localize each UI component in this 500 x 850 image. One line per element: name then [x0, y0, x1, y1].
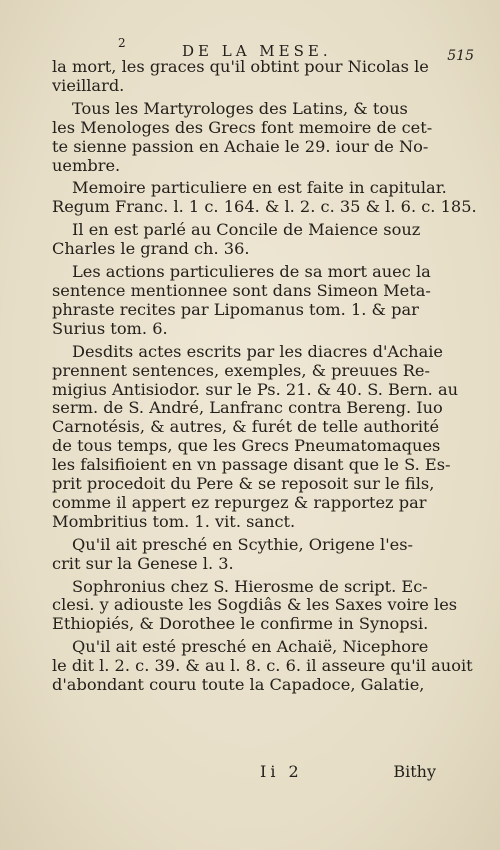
text-line: les falsifioient en vn passage disant que le S. Es- [52, 455, 451, 475]
text-line: te sienne passion en Achaie le 29. iour de No- [52, 136, 429, 156]
text-line: Les actions particulieres de sa mort auec la [72, 262, 431, 282]
text-line: prit procedoit du Pere & se reposoit sur le fils, [52, 474, 435, 494]
paragraph [52, 637, 473, 695]
text-line: Memoire particuliere en est faite in capitular. [72, 178, 447, 198]
header-mark: 2 [118, 36, 126, 50]
text-line: comme il appert ez repurgez & rapportez par [52, 492, 427, 512]
paragraph [52, 221, 424, 259]
signature-mark: Ii 2 [260, 762, 303, 781]
page-body [52, 57, 477, 695]
text-line: vieillard. [52, 75, 125, 95]
text-line: uembre. [52, 155, 121, 175]
paragraph [52, 178, 477, 217]
text-line: de tous temps, que les Grecs Pneumatomaques [52, 436, 441, 456]
paragraph [52, 341, 459, 532]
text-line: Desdits actes escrits par les diacres d'Achaie [72, 341, 443, 361]
text-line: Qu'il ait esté presché en Achaië, Nicephore [72, 637, 429, 657]
text-line: serm. de S. André, Lanfranc contra Bereng. Iuo [52, 398, 443, 418]
running-title: DE LA MESE. [182, 42, 332, 60]
paragraph [52, 536, 424, 574]
text-line: d'abondant couru toute la Capadoce, Galatie, [52, 675, 425, 695]
text-line: la mort, les graces qu'il obtint pour Nicolas le [52, 57, 429, 76]
text-line: Ethiopiés, & Dorothee le confirme in Synopsi. [52, 614, 429, 634]
text-line: les Menologes des Grecs font memoire de cet- [52, 117, 433, 137]
text-line: migius Antisiodor. sur le Ps. 21. & 40. S. Bern. au [52, 379, 459, 399]
page-footer [52, 762, 436, 784]
text-line: le dit l. 2. c. 39. & au l. 8. c. 6. il asseure qu'il auoit [52, 656, 473, 676]
page-number: 515 [447, 48, 474, 64]
paragraph [52, 98, 433, 176]
text-line: clesi. y adiouste les Sogdiâs & les Saxes voire les [52, 595, 458, 615]
text-line: Tous les Martyrologes des Latins, & tous [72, 98, 408, 118]
paragraph [52, 57, 429, 96]
text-line: prennent sentences, exemples, & preuues Re- [52, 360, 430, 380]
paragraph [52, 576, 458, 635]
text-line: Charles le grand ch. 36. [52, 239, 250, 259]
catchword: Bithy [393, 762, 436, 781]
text-line: Regum Franc. l. 1 c. 164. & l. 2. c. 35 & l. 6. c. 185. [52, 197, 477, 217]
paragraph [52, 262, 431, 339]
text-line: crit sur la Genese l. 3. [52, 553, 234, 573]
text-line: Mombritius tom. 1. vit. sanct. [52, 511, 296, 531]
text-line: Sophronius chez S. Hierosme de script. Ec- [72, 576, 428, 596]
text-line: Qu'il ait presché en Scythie, Origene l'es- [72, 534, 414, 554]
text-line: sentence mentionnee sont dans Simeon Meta- [52, 280, 431, 300]
text-line: Il en est parlé au Concile de Maience souz [72, 220, 421, 240]
text-line: Surius tom. 6. [52, 318, 168, 338]
text-line: phraste recites par Lipomanus tom. 1. & par [52, 299, 419, 319]
text-line: Carnotésis, & autres, & furét de telle authorité [52, 417, 440, 437]
